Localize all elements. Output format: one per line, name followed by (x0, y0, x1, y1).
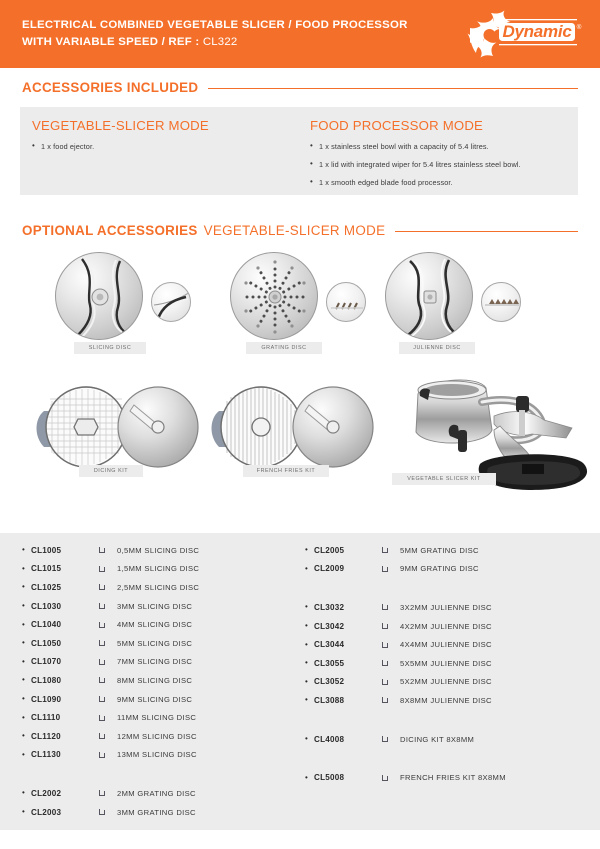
row-bullet: • (22, 656, 25, 666)
product-description: 7MM SLICING DISC (117, 657, 193, 667)
product-description: 5X5MM JULIENNE DISC (400, 658, 492, 668)
product-code: CL3088 (314, 695, 345, 705)
code-row[interactable] (22, 615, 302, 634)
product-description: 5MM SLICING DISC (117, 638, 193, 648)
code-checkbox[interactable] (99, 603, 117, 609)
code-row[interactable] (22, 671, 302, 690)
code-checkbox[interactable] (382, 660, 400, 666)
product-description: 3MM SLICING DISC (117, 601, 193, 611)
code-row[interactable] (305, 617, 590, 636)
product-description: 11MM SLICING DISC (117, 713, 197, 723)
product-code: CL1025 (31, 582, 62, 592)
product-code: CL2005 (314, 545, 345, 555)
code-row[interactable] (305, 673, 590, 692)
product-code-list-panel (0, 533, 600, 830)
dynamic-wordmark (499, 19, 582, 45)
product-french-fries-kit (205, 375, 380, 485)
code-checkbox[interactable] (382, 604, 400, 610)
row-bullet: • (22, 712, 25, 722)
code-row[interactable] (22, 708, 302, 727)
product-code: CL1130 (31, 750, 61, 760)
product-label: FRENCH FRIES KIT (243, 465, 329, 477)
product-description: 5X2MM JULIENNE DISC (400, 677, 492, 687)
slicing-disc-detail (151, 282, 191, 322)
row-bullet: • (305, 734, 308, 744)
heading-rule (395, 231, 578, 232)
product-code: CL2002 (31, 788, 62, 798)
row-bullet: • (22, 638, 25, 648)
heading-strong-text: ACCESSORIES INCLUDED (22, 80, 199, 95)
ref-value: CL322 (202, 35, 238, 48)
list-group-gap (305, 710, 590, 730)
product-code: CL3042 (314, 621, 345, 631)
product-code: CL1120 (31, 731, 61, 741)
product-description: 3MM GRATING DISC (117, 807, 196, 817)
product-dicing-kit (30, 375, 205, 485)
optional-accessories-heading (22, 223, 578, 238)
accessory-item: • 1 x smooth edged blade food processor. (310, 177, 580, 188)
product-description: 4X2MM JULIENNE DISC (400, 621, 492, 631)
heading-rule (208, 88, 578, 89)
code-checkbox[interactable] (99, 622, 117, 628)
product-code: CL1015 (31, 564, 62, 574)
dynamic-logo (462, 10, 584, 58)
code-row[interactable] (305, 654, 590, 673)
code-checkbox[interactable] (99, 733, 117, 739)
row-bullet: • (305, 695, 308, 705)
row-bullet: • (22, 675, 25, 685)
row-bullet: • (305, 621, 308, 631)
heading-strong-text: OPTIONAL ACCESSORIES (22, 223, 198, 238)
product-description: 8MM SLICING DISC (117, 675, 193, 685)
ref-label: REF : (168, 35, 203, 48)
code-row[interactable] (22, 746, 302, 765)
product-code: CL1040 (31, 620, 62, 630)
product-description: 8X8MM JULIENNE DISC (400, 695, 492, 705)
page-title-line1: ELECTRICAL COMBINED VEGETABLE SLICER / FOOD PROCESSOR (22, 19, 408, 31)
code-row[interactable] (22, 727, 302, 746)
product-code: CL1050 (31, 638, 62, 648)
grating-disc-detail (326, 282, 366, 322)
accessories-included-panel (20, 107, 578, 195)
accessory-item: • 1 x lid with integrated wiper for 5.4 litres stainless steel bowl. (310, 159, 580, 170)
code-checkbox[interactable] (382, 697, 400, 703)
code-row[interactable] (305, 768, 590, 787)
accessories-included-heading (22, 80, 578, 95)
code-checkbox[interactable] (382, 679, 400, 685)
accessories-column-title: FOOD PROCESSOR MODE (310, 118, 484, 133)
code-row[interactable] (22, 803, 302, 822)
product-code: CL4008 (314, 734, 345, 744)
code-row[interactable] (305, 541, 590, 560)
product-slicing-disc (55, 252, 205, 352)
grating-disc-photo (230, 252, 318, 340)
page-header (0, 0, 600, 68)
svg-text:®: ® (576, 24, 582, 31)
product-code: CL1080 (31, 675, 62, 685)
row-bullet: • (22, 694, 25, 704)
code-row[interactable] (305, 598, 590, 617)
row-bullet: • (305, 772, 308, 782)
code-row[interactable] (22, 560, 302, 579)
product-grating-disc (230, 252, 380, 352)
row-bullet: • (305, 602, 308, 612)
product-label: GRATING DISC (246, 342, 322, 354)
product-description: 4X4MM JULIENNE DISC (400, 640, 492, 650)
product-description: 5MM GRATING DISC (400, 545, 479, 555)
product-code: CL2003 (31, 807, 62, 817)
product-code: CL3032 (314, 602, 345, 612)
code-row[interactable] (22, 784, 302, 803)
code-row[interactable] (305, 691, 590, 710)
product-label: VEGETABLE SLICER KIT (392, 473, 496, 485)
code-checkbox[interactable] (99, 659, 117, 665)
row-bullet: • (305, 658, 308, 668)
product-description: 4MM SLICING DISC (117, 620, 193, 630)
code-checkbox[interactable] (382, 775, 400, 781)
code-list-left-column (22, 541, 302, 821)
code-checkbox[interactable] (382, 547, 400, 553)
product-code: CL3044 (314, 640, 345, 650)
product-code: CL1070 (31, 657, 62, 667)
julienne-disc-detail (481, 282, 521, 322)
code-checkbox[interactable] (99, 547, 117, 553)
row-bullet: • (22, 749, 25, 759)
list-group-gap (305, 748, 590, 768)
code-checkbox[interactable] (99, 640, 117, 646)
product-code: CL1110 (31, 713, 61, 723)
product-description: 12MM SLICING DISC (117, 731, 197, 741)
code-row[interactable] (22, 634, 302, 653)
row-bullet: • (22, 807, 25, 817)
list-group-gap (22, 764, 302, 784)
product-description: 2MM GRATING DISC (117, 788, 196, 798)
julienne-disc-photo (385, 252, 473, 340)
product-code: CL3052 (314, 677, 345, 687)
row-bullet: • (305, 676, 308, 686)
code-checkbox[interactable] (99, 715, 117, 721)
product-label: DICING KIT (79, 465, 143, 477)
product-code: CL1005 (31, 545, 62, 555)
list-group-gap (305, 578, 590, 598)
accessories-column-food-processor (310, 118, 580, 195)
code-checkbox[interactable] (99, 584, 117, 590)
product-description: 1,5MM SLICING DISC (117, 564, 200, 574)
accessory-item: • 1 x stainless steel bowl with a capacity of 5.4 litres. (310, 141, 580, 152)
product-description: DICING KIT 8X8MM (400, 734, 475, 744)
product-label: JULIENNE DISC (399, 342, 475, 354)
product-code: CL3055 (314, 658, 345, 668)
accessory-item: • 1 x food ejector. (32, 141, 312, 152)
row-bullet: • (22, 601, 25, 611)
row-bullet: • (22, 545, 25, 555)
row-bullet: • (22, 788, 25, 798)
row-bullet: • (22, 731, 25, 741)
row-bullet: • (305, 563, 308, 573)
product-label: SLICING DISC (74, 342, 146, 354)
svg-text:Dynamic: Dynamic (502, 22, 572, 41)
code-row[interactable] (22, 653, 302, 672)
accessories-column-vegetable-slicer (32, 118, 312, 159)
code-checkbox[interactable] (99, 752, 117, 758)
product-description: 0,5MM SLICING DISC (117, 545, 200, 555)
page-title-line2: WITH VARIABLE SPEED / (22, 35, 169, 48)
code-row[interactable] (22, 541, 302, 560)
row-bullet: • (22, 619, 25, 629)
code-checkbox[interactable] (99, 790, 117, 796)
code-checkbox[interactable] (382, 642, 400, 648)
product-code: CL1030 (31, 601, 62, 611)
product-description: 3X2MM JULIENNE DISC (400, 602, 492, 612)
row-bullet: • (22, 582, 25, 592)
product-vegetable-slicer-kit (382, 368, 600, 493)
code-checkbox[interactable] (382, 623, 400, 629)
code-checkbox[interactable] (99, 809, 117, 815)
heading-light-text: VEGETABLE-SLICER MODE (203, 223, 386, 238)
page-title (22, 17, 452, 50)
product-description: 13MM SLICING DISC (117, 750, 197, 760)
product-julienne-disc (385, 252, 540, 352)
code-row[interactable] (22, 690, 302, 709)
code-checkbox[interactable] (99, 566, 117, 572)
row-bullet: • (22, 563, 25, 573)
accessories-column-title: VEGETABLE-SLICER MODE (32, 118, 209, 133)
row-bullet: • (305, 545, 308, 555)
product-description: FRENCH FRIES KIT 8X8MM (400, 773, 506, 783)
product-code: CL2009 (314, 564, 345, 574)
code-list-right-column (305, 541, 590, 787)
product-description: 9MM SLICING DISC (117, 694, 193, 704)
code-row[interactable] (305, 730, 590, 749)
code-row[interactable] (22, 578, 302, 597)
row-bullet: • (305, 639, 308, 649)
product-description: 9MM GRATING DISC (400, 564, 479, 574)
slicing-disc-photo (55, 252, 143, 340)
code-checkbox[interactable] (99, 677, 117, 683)
product-code: CL5008 (314, 773, 345, 783)
code-row[interactable] (22, 597, 302, 616)
code-checkbox[interactable] (99, 696, 117, 702)
code-checkbox[interactable] (382, 566, 400, 572)
code-checkbox[interactable] (382, 736, 400, 742)
dicing-kit-photo (30, 375, 205, 475)
code-row[interactable] (305, 560, 590, 579)
french-fries-kit-photo (205, 375, 380, 475)
product-code: CL1090 (31, 694, 62, 704)
code-row[interactable] (305, 635, 590, 654)
product-description: 2,5MM SLICING DISC (117, 582, 200, 592)
